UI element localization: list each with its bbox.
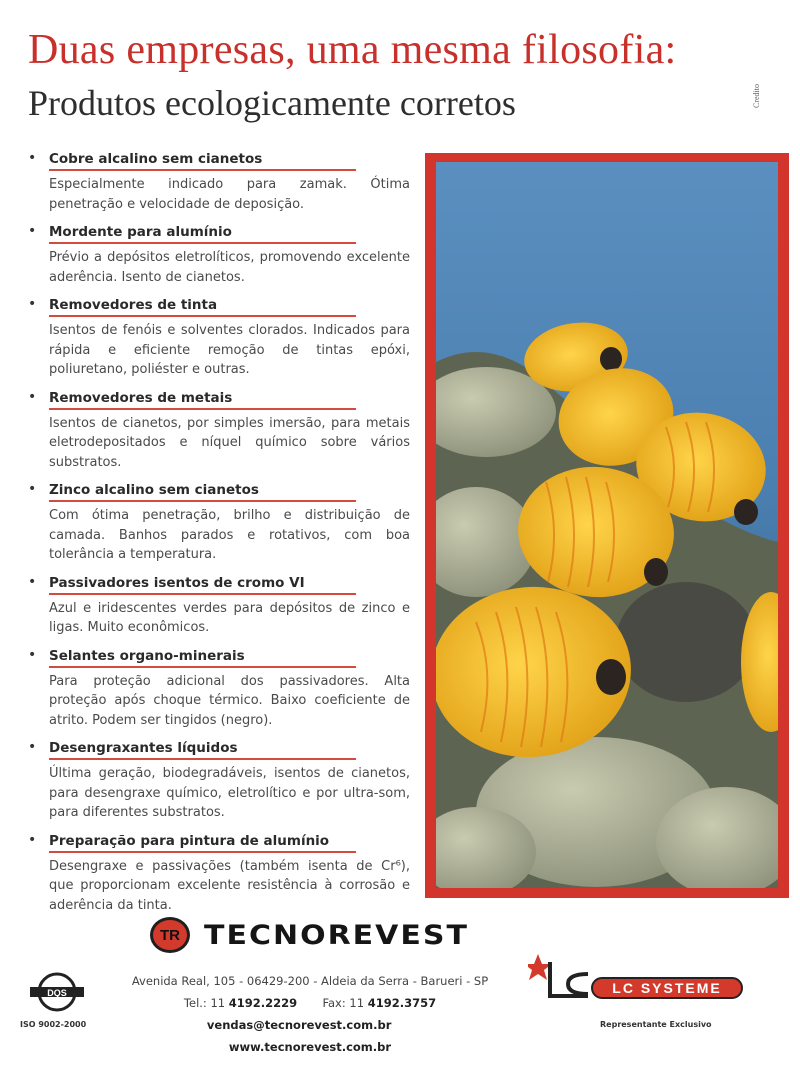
phone-line xyxy=(130,992,490,1014)
product-description: Isentos de cianetos, por simples imersão, para metais eletrodepositados e níquel químico sobre vários substratos. xyxy=(49,415,410,470)
bullet-icon: • xyxy=(28,646,37,663)
product-description: Especialmente indicado para zamak. Ótima penetração e velocidade de deposição. xyxy=(49,177,410,212)
product-description: Com ótima penetração, brilho e distribuição de camada. Banhos parados e rotativos, com boa tolerância a temperatura. xyxy=(49,508,410,562)
product-title: Removedores de tinta xyxy=(49,296,356,317)
web-line xyxy=(130,1014,490,1058)
brand-name: TECNOREVEST xyxy=(204,919,469,951)
product-title: Passivadores isentos de cromo VI xyxy=(49,574,356,595)
address: Avenida Real, 105 - 06429-200 - Aldeia da Serra - Barueri - SP xyxy=(131,974,489,988)
bullet-icon: • xyxy=(28,573,37,590)
headline: Duas empresas, uma mesma filosofia: xyxy=(28,27,677,73)
tr-badge-icon xyxy=(150,917,190,953)
product-list xyxy=(28,150,410,924)
list-item xyxy=(28,296,410,380)
product-title: Selantes organo-minerais xyxy=(49,647,356,668)
bullet-icon: • xyxy=(28,296,37,312)
list-item xyxy=(28,389,410,473)
bullet-icon: • xyxy=(28,831,37,848)
fax-label: Fax: 11 xyxy=(322,996,365,1010)
product-description: Desengraxe e passivações (também isenta de Cr⁶), que proporcionam excelente resistência à corrosão e aderência da tinta. xyxy=(49,858,410,913)
photo-credit: Credito xyxy=(752,84,761,108)
bullet-icon: • xyxy=(28,481,37,497)
list-item xyxy=(28,832,410,916)
list-item xyxy=(28,574,410,638)
product-title: Removedores de metais xyxy=(49,389,356,410)
tel-label: Tel.: 11 xyxy=(183,996,226,1010)
product-description: Para proteção adicional dos passivadores. Alta proteção após choque térmico. Baixo coeficiente de atrito. Podem ser tingidos (negro). xyxy=(49,673,410,728)
product-description: Prévio a depósitos eletrolíticos, promovendo excelente aderência. Isento de cianetos. xyxy=(49,250,410,285)
fax-number: 4192.3757 xyxy=(367,996,437,1010)
bullet-icon: • xyxy=(28,739,37,755)
list-item xyxy=(28,647,410,731)
email-link[interactable]: vendas@tecnorevest.com.br xyxy=(206,1018,392,1032)
subheadline: Produtos ecologicamente corretos xyxy=(28,83,516,123)
dqs-logo-text: DQS xyxy=(47,988,67,998)
product-title: Desengraxantes líquidos xyxy=(49,739,356,760)
representative-label: Representante Exclusivo xyxy=(600,1020,712,1029)
product-title: Mordente para alumínio xyxy=(49,223,356,244)
dqs-certification-logo xyxy=(30,972,84,1012)
tecnorevest-logo xyxy=(150,915,469,955)
partner-name: LC SYSTEME xyxy=(612,980,722,996)
brand-badge-text: TR xyxy=(160,926,180,944)
list-item xyxy=(28,739,410,823)
product-description: Última geração, biodegradáveis, isentos de cianetos, para desengraxe químico, eletrolítico e por ultra-som, para diferentes substratos. xyxy=(49,766,410,820)
list-item xyxy=(28,223,410,287)
bullet-icon: • xyxy=(28,388,37,405)
iso-label: ISO 9002-2000 xyxy=(20,1020,87,1029)
tel-number: 4192.2229 xyxy=(228,996,298,1010)
product-description: Isentos de fenóis e solventes clorados. Indicados para rápida e eficiente remoção de tintas epóxi, poliuretano, poliéster e outras. xyxy=(49,323,410,377)
product-title: Cobre alcalino sem cianetos xyxy=(49,150,356,171)
website-link[interactable]: www.tecnorevest.com.br xyxy=(228,1040,392,1054)
product-description: Azul e iridescentes verdes para depósitos de zinco e ligas. Muito econômicos. xyxy=(49,600,410,635)
list-item xyxy=(28,481,410,565)
contact-info xyxy=(130,970,490,1058)
list-item xyxy=(28,150,410,214)
product-title: Zinco alcalino sem cianetos xyxy=(49,481,356,502)
butterflyfish-photo xyxy=(436,162,778,888)
bullet-icon: • xyxy=(28,223,37,239)
lc-systeme-logo xyxy=(528,944,748,1014)
bullet-icon: • xyxy=(28,150,37,166)
product-title: Preparação para pintura de alumínio xyxy=(49,832,356,853)
